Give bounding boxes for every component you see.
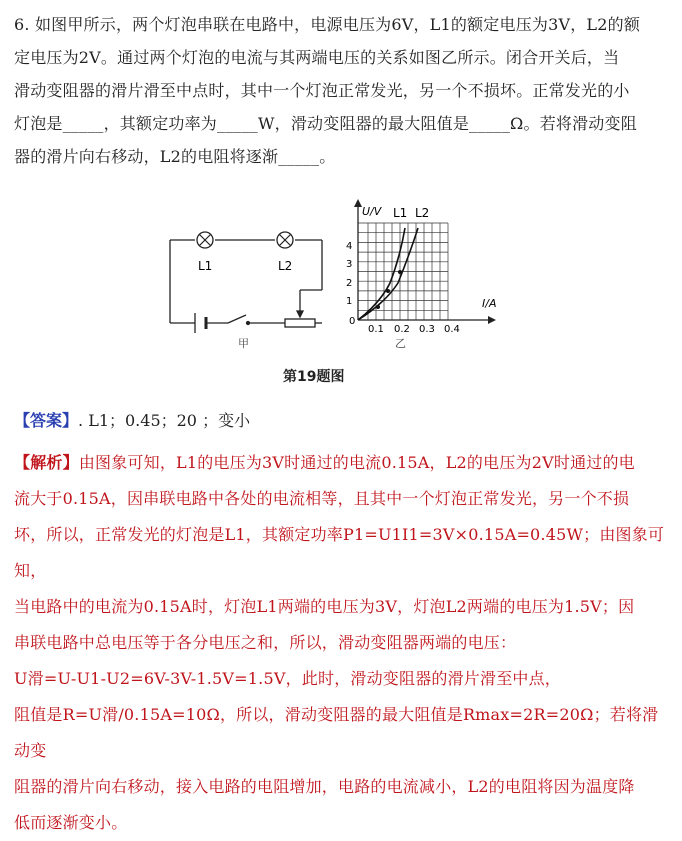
analysis-line: 阻器的滑片向右移动，接入电路的电阻增加，电路的电流减小，L2的电阻将因为温度降 [14, 777, 635, 796]
figure [150, 195, 530, 395]
curve-point [398, 270, 402, 274]
analysis-line: 串联电路中总电压等于各分电压之和，所以，滑动变阻器两端的电压： [14, 633, 517, 652]
curve-l2 [358, 228, 418, 320]
answer-text: . L1；0.45；20 ；变小 [78, 411, 251, 430]
answer [14, 404, 250, 437]
y-axis-label: U/V [362, 205, 382, 218]
analysis-line: 流大于0.15A，因串联电路中各处的电流相等，且其中一个灯泡正常发光，另一个不损 [14, 489, 630, 508]
analysis-line: 坏，所以，正常发光的灯泡是L1，其额定功率P1=U1I1=3V×0.15A=0.45W；由图象可知， [14, 525, 665, 580]
figure-svg [150, 195, 530, 375]
question-line: 器的滑片向右移动，L2的电阻将逐渐_____。 [14, 147, 336, 166]
analysis-line: 阻值是R=U滑/0.15A=10Ω，所以，滑动变阻器的最大阻值是Rmax=2R=20Ω；若将滑动变 [14, 705, 659, 760]
figure-caption [283, 366, 344, 386]
curve-l1-label: L1 [393, 206, 408, 220]
analysis-line: U滑=U-U1-U2=6V-3V-1.5V=1.5V，此时，滑动变阻器的滑片滑至中点， [14, 669, 561, 688]
origin-label: 0 [349, 316, 356, 327]
lamp-1-icon [197, 232, 213, 248]
lamp-1-label: L1 [198, 259, 213, 273]
y-tick: 1 [346, 296, 353, 307]
curve-l2-label: L2 [415, 206, 430, 220]
analysis-line: 由图象可知，L1的电压为3V时通过的电流0.15A，L2的电压为2V时通过的电 [78, 453, 635, 472]
graph [346, 199, 496, 350]
caption-text: 第19题图 [283, 369, 345, 385]
question-line: 6. 如图甲所示，两个灯泡串联在电路中，电源电压为6V，L1的额定电压为3V，L2的额 [14, 15, 641, 34]
x-tick: 0.4 [444, 324, 460, 335]
curve-l1 [358, 228, 405, 320]
y-tick: 3 [346, 259, 353, 270]
y-tick: 2 [346, 278, 353, 289]
x-tick: 0.2 [394, 324, 410, 335]
lamp-2-label: L2 [278, 259, 293, 273]
x-tick: 0.1 [368, 324, 384, 335]
question-line: 滑动变阻器的滑片滑至中点时，其中一个灯泡正常发光，另一个不损坏。正常发光的小 [14, 81, 630, 100]
analysis-line: 当电路中的电流为0.15A时，灯泡L1两端的电压为3V，灯泡L2两端的电压为1.5V；因 [14, 597, 635, 616]
graph-label: 乙 [395, 337, 406, 350]
question-line: 灯泡是_____，其额定功率为_____W，滑动变阻器的最大阻值是_____Ω。若将滑动变阻 [14, 114, 637, 133]
lamp-2-icon [277, 232, 293, 248]
analysis-tag: 【解析】 [14, 453, 79, 472]
analysis-line: 低而逐渐变小。 [14, 813, 128, 832]
x-tick: 0.3 [419, 324, 435, 335]
curve-point [376, 305, 380, 309]
analysis [14, 445, 668, 841]
y-tick: 4 [346, 241, 353, 252]
question-text [14, 8, 668, 173]
answer-tag: 【答案】 [14, 411, 79, 430]
circuit-diagram [170, 240, 322, 333]
curve-point [386, 289, 390, 293]
circuit-label: 甲 [238, 337, 249, 350]
x-axis-label: I/A [482, 297, 497, 310]
question-line: 定电压为2V。通过两个灯泡的电流与其两端电压的关系如图乙所示。闭合开关后，当 [14, 48, 620, 67]
